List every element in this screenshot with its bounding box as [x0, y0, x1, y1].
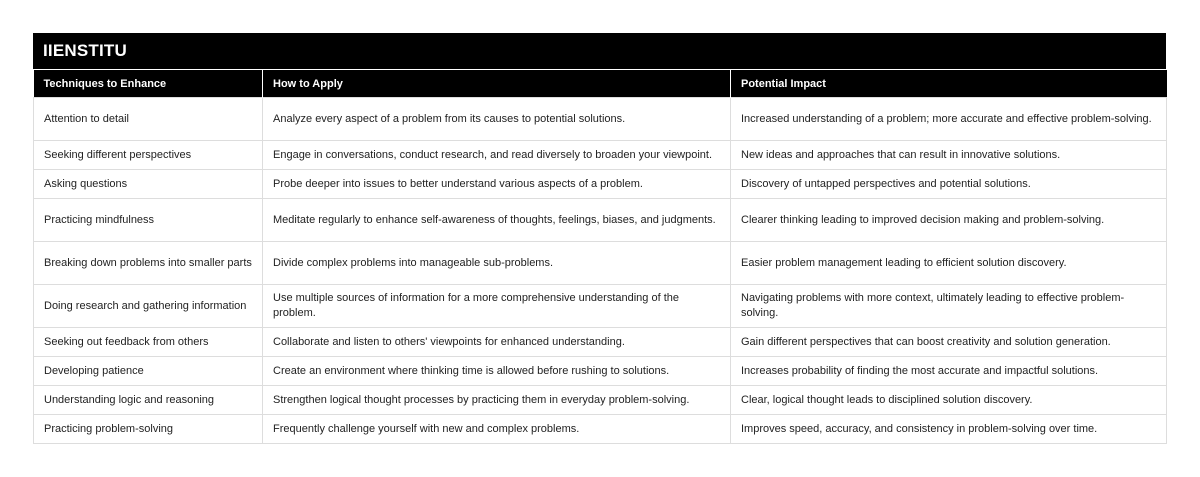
cell-how-to-apply: Strengthen logical thought processes by practicing them in everyday problem-solving.: [263, 386, 731, 415]
table-row: [34, 98, 1167, 141]
techniques-table: [33, 69, 1167, 444]
content-table-container: [33, 33, 1166, 444]
table-row: [34, 285, 1167, 328]
cell-technique: Understanding logic and reasoning: [34, 386, 263, 415]
cell-potential-impact: Clear, logical thought leads to disciplined solution discovery.: [731, 386, 1167, 415]
cell-potential-impact: Increases probability of finding the most accurate and impactful solutions.: [731, 357, 1167, 386]
table-row: [34, 415, 1167, 444]
cell-how-to-apply: Probe deeper into issues to better understand various aspects of a problem.: [263, 170, 731, 199]
cell-potential-impact: Clearer thinking leading to improved decision making and problem-solving.: [731, 199, 1167, 242]
table-row: [34, 357, 1167, 386]
table-header: [34, 70, 1167, 98]
cell-how-to-apply: Engage in conversations, conduct research, and read diversely to broaden your viewpoint.: [263, 141, 731, 170]
cell-how-to-apply: Divide complex problems into manageable sub-problems.: [263, 242, 731, 285]
cell-potential-impact: Easier problem management leading to efficient solution discovery.: [731, 242, 1167, 285]
table-row: [34, 170, 1167, 199]
cell-technique: Asking questions: [34, 170, 263, 199]
cell-potential-impact: Increased understanding of a problem; more accurate and effective problem-solving.: [731, 98, 1167, 141]
cell-technique: Breaking down problems into smaller parts: [34, 242, 263, 285]
cell-technique: Practicing problem-solving: [34, 415, 263, 444]
cell-potential-impact: Discovery of untapped perspectives and potential solutions.: [731, 170, 1167, 199]
cell-potential-impact: New ideas and approaches that can result in innovative solutions.: [731, 141, 1167, 170]
table-body: [34, 98, 1167, 444]
cell-how-to-apply: Analyze every aspect of a problem from its causes to potential solutions.: [263, 98, 731, 141]
cell-how-to-apply: Use multiple sources of information for a more comprehensive understanding of the problem.: [263, 285, 731, 328]
cell-how-to-apply: Collaborate and listen to others' viewpoints for enhanced understanding.: [263, 328, 731, 357]
table-row: [34, 141, 1167, 170]
cell-technique: Doing research and gathering information: [34, 285, 263, 328]
column-header-potential-impact: Potential Impact: [731, 70, 1167, 98]
column-header-techniques: Techniques to Enhance: [34, 70, 263, 98]
cell-potential-impact: Navigating problems with more context, ultimately leading to effective problem-solving.: [731, 285, 1167, 328]
table-row: [34, 242, 1167, 285]
table-row: [34, 199, 1167, 242]
table-row: [34, 386, 1167, 415]
brand-title: IIENSTITU: [43, 41, 127, 60]
cell-potential-impact: Improves speed, accuracy, and consistency in problem-solving over time.: [731, 415, 1167, 444]
cell-how-to-apply: Create an environment where thinking time is allowed before rushing to solutions.: [263, 357, 731, 386]
cell-technique: Seeking different perspectives: [34, 141, 263, 170]
cell-how-to-apply: Frequently challenge yourself with new and complex problems.: [263, 415, 731, 444]
cell-technique: Practicing mindfulness: [34, 199, 263, 242]
cell-how-to-apply: Meditate regularly to enhance self-awareness of thoughts, feelings, biases, and judgments.: [263, 199, 731, 242]
table-header-row: [34, 70, 1167, 98]
cell-technique: Attention to detail: [34, 98, 263, 141]
cell-technique: Seeking out feedback from others: [34, 328, 263, 357]
cell-technique: Developing patience: [34, 357, 263, 386]
table-row: [34, 328, 1167, 357]
column-header-how-to-apply: How to Apply: [263, 70, 731, 98]
brand-header-bar: [33, 33, 1166, 69]
cell-potential-impact: Gain different perspectives that can boost creativity and solution generation.: [731, 328, 1167, 357]
